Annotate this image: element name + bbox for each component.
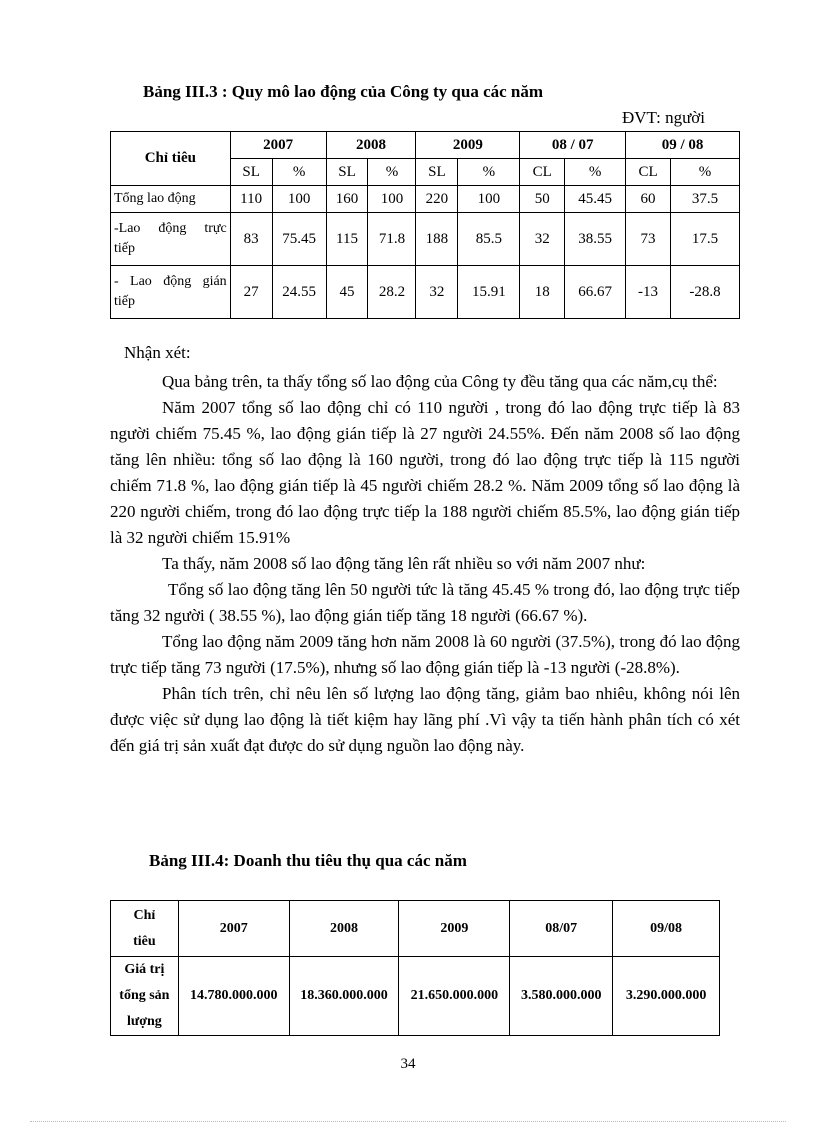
table-cell: 32: [416, 266, 458, 319]
table-cell: 27: [230, 266, 272, 319]
header-label-line1: Chỉ: [133, 907, 156, 923]
page-number: 34: [400, 1056, 416, 1072]
commentary-body: [110, 369, 740, 759]
row-label: [111, 266, 231, 319]
table-cell: 160: [326, 186, 368, 213]
table-cell: 18.360.000.000: [289, 957, 399, 1036]
table3-subheader: SL: [416, 159, 458, 186]
table3-title: Bảng III.3 : Quy mô lao động của Công ty qua các năm: [143, 82, 544, 101]
table4-col-2008: 2008: [289, 901, 399, 957]
paragraph: Năm 2007 tổng số lao động chỉ có 110 người , trong đó lao động trực tiếp là 83 người chiếm 75.45 %, lao động gián tiếp là 27 người 24.55%. Đến năm 2008 số lao động tăng lên nhiều: tổng số lao động là 160 người, trong đó lao động trực tiếp là 115 người chiếm 71.8 %, lao động gián tiếp là 45 người chiếm 28.2 %. Năm 2009 tổng số lao động là 220 người chiếm, trong đó lao động trực tiếp la 188 người chiếm 85.5%, lao động gián tiếp là 32 người chiếm 15.91%: [110, 398, 740, 547]
table-cell: 3.290.000.000: [613, 957, 720, 1036]
header-label-line2: tiêu: [133, 933, 156, 949]
table-cell: 32: [520, 213, 565, 266]
table4-revenue: [110, 900, 720, 1036]
table-cell: 100: [458, 186, 520, 213]
table3-subheader: CL: [520, 159, 565, 186]
table3-group-2007: 2007: [230, 132, 326, 159]
row-label-line2: tiếp: [114, 241, 135, 256]
table3-subheader: SL: [230, 159, 272, 186]
table-cell: 71.8: [368, 213, 416, 266]
table3-subheader: %: [458, 159, 520, 186]
table3-subheader: %: [671, 159, 740, 186]
row-label-line1: - Lao động gián: [114, 274, 227, 289]
row-label: [111, 213, 231, 266]
table-cell: 100: [272, 186, 326, 213]
table3-group-2009: 2009: [416, 132, 520, 159]
table4-col-2007: 2007: [178, 901, 289, 957]
table-cell: 17.5: [671, 213, 740, 266]
row-label-line3: lượng: [126, 1014, 162, 1029]
table3-subheader: SL: [326, 159, 368, 186]
table-cell: 100: [368, 186, 416, 213]
table3-group-08-07: 08 / 07: [520, 132, 626, 159]
row-label-line1: -Lao động trực: [114, 221, 227, 236]
table3-unit: ĐVT: người: [622, 108, 705, 127]
paragraph: Ta thấy, năm 2008 số lao động tăng lên rất nhiều so với năm 2007 như:: [162, 554, 646, 573]
table-row: [111, 186, 740, 213]
table3-header-label: Chỉ tiêu: [111, 132, 231, 186]
table-cell: 37.5: [671, 186, 740, 213]
table-cell: -28.8: [671, 266, 740, 319]
page-divider: [30, 1121, 786, 1122]
row-label-line2: tổng sản: [119, 988, 170, 1003]
table4-col-2009: 2009: [399, 901, 510, 957]
table3-subheader: CL: [626, 159, 671, 186]
table-row: [111, 266, 740, 319]
table3-labor-scale: [110, 131, 740, 319]
table-cell: 24.55: [272, 266, 326, 319]
table-cell: 38.55: [565, 213, 626, 266]
table-cell: 188: [416, 213, 458, 266]
table3-subheader: %: [368, 159, 416, 186]
table4-header-label: [111, 901, 179, 957]
table4-col-09-08: 09/08: [613, 901, 720, 957]
table-cell: 83: [230, 213, 272, 266]
table-cell: 21.650.000.000: [399, 957, 510, 1036]
table-row: [111, 213, 740, 266]
paragraph: Qua bảng trên, ta thấy tổng số lao động của Công ty đều tăng qua các năm,cụ thể:: [162, 372, 718, 391]
table3-group-2008: 2008: [326, 132, 416, 159]
paragraph: Tổng số lao động tăng lên 50 người tức là tăng 45.45 % trong đó, lao động trực tiếp tăng 32 người ( 38.55 %), lao động gián tiếp tăng 18 người (66.67 %).: [110, 580, 740, 625]
table-cell: 110: [230, 186, 272, 213]
table3-subheader: %: [565, 159, 626, 186]
table-cell: 220: [416, 186, 458, 213]
row-label-line2: tiếp: [114, 294, 135, 309]
table-cell: 115: [326, 213, 368, 266]
table-cell: 45: [326, 266, 368, 319]
table3-subheader: %: [272, 159, 326, 186]
commentary-heading: Nhận xét:: [124, 343, 191, 362]
table-cell: 3.580.000.000: [510, 957, 613, 1036]
table-cell: 28.2: [368, 266, 416, 319]
table-row: [111, 957, 720, 1036]
table4-col-08-07: 08/07: [510, 901, 613, 957]
table-cell: 60: [626, 186, 671, 213]
table-cell: 50: [520, 186, 565, 213]
table-cell: 45.45: [565, 186, 626, 213]
table-cell: 85.5: [458, 213, 520, 266]
table-cell: -13: [626, 266, 671, 319]
table3-group-09-08: 09 / 08: [626, 132, 740, 159]
paragraph: Tổng lao động năm 2009 tăng hơn năm 2008 là 60 người (37.5%), trong đó lao động trực tiếp tăng 73 người (17.5%), nhưng số lao động gián tiếp là -13 người (-28.8%).: [110, 632, 740, 677]
table4-title: Bảng III.4: Doanh thu tiêu thụ qua các năm: [149, 851, 467, 870]
table-cell: 14.780.000.000: [178, 957, 289, 1036]
row-label: Tổng lao động: [111, 186, 231, 213]
table-cell: 73: [626, 213, 671, 266]
table-cell: 15.91: [458, 266, 520, 319]
row-label-line1: Giá trị: [124, 962, 165, 977]
table-cell: 75.45: [272, 213, 326, 266]
table-cell: 18: [520, 266, 565, 319]
row-label: [111, 957, 179, 1036]
paragraph: Phân tích trên, chỉ nêu lên số lượng lao động tăng, giảm bao nhiêu, không nói lên được việc sử dụng lao động là tiết kiệm hay lãng phí .Vì vậy ta tiến hành phân tích có xét đến giá trị sản xuất đạt được do sử dụng nguồn lao động này.: [110, 684, 740, 755]
table-cell: 66.67: [565, 266, 626, 319]
